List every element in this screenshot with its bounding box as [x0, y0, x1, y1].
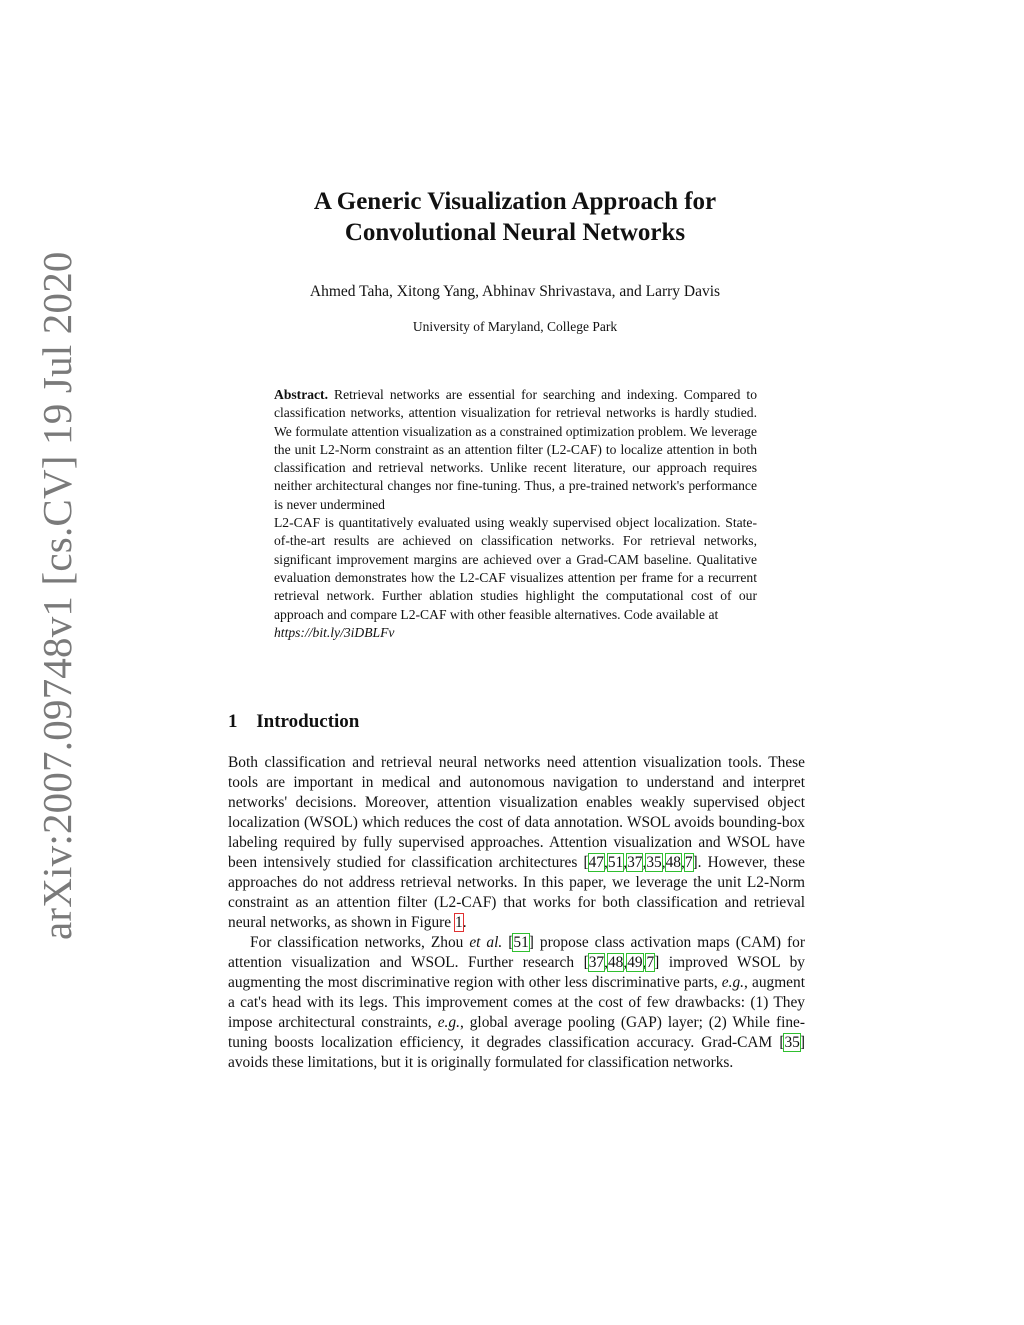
citation-link[interactable]: 48: [665, 854, 681, 871]
abstract: [274, 386, 757, 642]
citation-link[interactable]: 7: [684, 854, 693, 871]
para2-text-f: avoids these limitations, but it is originally formulated for classification networks.: [228, 1054, 734, 1071]
intro-paragraph-1: Both classification and retrieval neural networks need attention visualization tools. These tools are important in medical and autonomous navigation to understand and interpret networks' decisions. Moreover, attention visualization enables weakly supervised object localization (WSOL) which reduces the cost of data annotation. WSOL avoids bounding-box labeling required by fully supervised approaches. Attention visualization and WSOL have been intensively studied for classification architectures [47,51,37,35,48,7]. However, these approaches do not address retrieval networks. In this paper, we leverage the unit L2-Norm constraint as an attention filter (L2-CAF) that works for both classification and retrieval neural networks, as shown in Figure 1.: [228, 754, 805, 931]
para1-text-b: . However, these approaches do not address retrieval networks. In this paper, we leverage the unit L2-Norm constraint as an attention filter (L2-CAF) that works for both classification and retrieval neural networks, as shown in Figure: [228, 854, 805, 931]
citation-link[interactable]: 7: [646, 954, 655, 971]
abstract-paragraph-1: [274, 386, 757, 514]
intro-paragraph-2: For classification networks, Zhou et al. [51] propose class activation maps (CAM) for attention visualization and WSOL. Further research [37,48,49,7] improved WSOL by augmenting the most discriminative region with other less discriminative parts, e.g., augment a cat's head with its legs. This improvement comes at the cost of few drawbacks: (1) They impose architectural constraints, e.g., global average pooling (GAP) layer; (2) While fine-tuning boosts localization efficiency, it degrades classification accuracy. Grad-CAM [35] avoids these limitations, but it is originally formulated for classification networks.: [228, 934, 805, 1071]
eg-text: e.g.: [721, 974, 745, 991]
figure-reference-link[interactable]: 1: [454, 914, 463, 931]
et-al-text: et al.: [469, 934, 503, 951]
section-title: Introduction: [256, 711, 360, 732]
abstract-paragraph-2: [274, 514, 757, 642]
section-heading-introduction: [228, 711, 359, 733]
title-line-2: Convolutional Neural Networks: [344, 219, 686, 246]
abstract-text-2: L2-CAF is quantitatively evaluated using weakly supervised object localization. State-of-the-art results are achieved on classification networks. For retrieval networks, significant improvement margins are achieved over a Grad-CAM baseline. Qualitative evaluation demonstrates how the L2-CAF visualizes attention per frame for a recurrent retrieval network. Further ablation studies highlight the computational cost of our approach and compare L2-CAF with other feasible alternatives. Code available at: [274, 515, 757, 622]
abstract-label: Abstract.: [274, 387, 328, 402]
para1-text-a: Both classification and retrieval neural networks need attention visualization tools. These tools are important in medical and autonomous navigation to understand and interpret networks' decisions. Moreover, attention visualization enables weakly supervised object localization (WSOL) which reduces the cost of data annotation. WSOL avoids bounding-box labeling required by fully supervised approaches. Attention visualization and WSOL have been intensively studied for classification architectures: [228, 754, 805, 871]
citation-link[interactable]: 37: [588, 954, 605, 971]
citation-link[interactable]: 49: [627, 954, 643, 971]
code-url-link[interactable]: https://bit.ly/3iDBLFv: [274, 624, 395, 640]
citation-link[interactable]: 48: [607, 954, 624, 971]
para2-text-e: , global average pooling (GAP) layer; (2) While fine-tuning boosts localization efficiency, it degrades classification accuracy. Grad-CAM: [228, 1014, 805, 1051]
para2-text-c: improved WSOL by augmenting the most discriminative region with other less discriminative parts,: [228, 954, 805, 991]
section-number: 1: [228, 711, 238, 732]
para1-text-c: .: [462, 914, 467, 931]
title-line-1: A Generic Visualization Approach for: [313, 188, 717, 215]
citation-link[interactable]: 35: [646, 854, 662, 871]
para2-text-b: propose class activation maps (CAM) for attention visualization and WSOL. Further research: [228, 934, 805, 971]
introduction-body: [228, 753, 805, 1073]
citation-link[interactable]: 35: [784, 1034, 800, 1051]
paper-title: [200, 186, 830, 248]
citation-link[interactable]: 51: [513, 934, 529, 951]
arxiv-identifier-stamp: arXiv:2007.09748v1 [cs.CV] 19 Jul 2020: [34, 251, 80, 940]
eg-text: e.g.: [437, 1014, 460, 1031]
abstract-text-1: Retrieval networks are essential for searching and indexing. Compared to classification networks, attention visualization for retrieval networks is hardly studied. We formulate attention visualization as a constrained optimization problem. We leverage the unit L2-Norm constraint as an attention filter (L2-CAF) to localize attention in both classification and retrieval networks. Unlike recent literature, our approach requires neither architectural changes nor fine-tuning. Thus, a pre-trained network's performance is never undermined: [274, 387, 757, 512]
authors: Ahmed Taha, Xitong Yang, Abhinav Shrivastava, and Larry Davis: [309, 283, 721, 300]
citation-link[interactable]: 47: [588, 854, 604, 871]
citation-link[interactable]: 37: [627, 854, 643, 871]
citation-link[interactable]: 51: [607, 854, 624, 871]
para2-text-d: , augment a cat's head with its legs. This improvement comes at the cost of few drawbacks: (1) They impose architectural constraints,: [228, 974, 805, 1031]
affiliation: University of Maryland, College Park: [412, 319, 618, 334]
para2-text-a: For classification networks, Zhou: [250, 934, 470, 951]
